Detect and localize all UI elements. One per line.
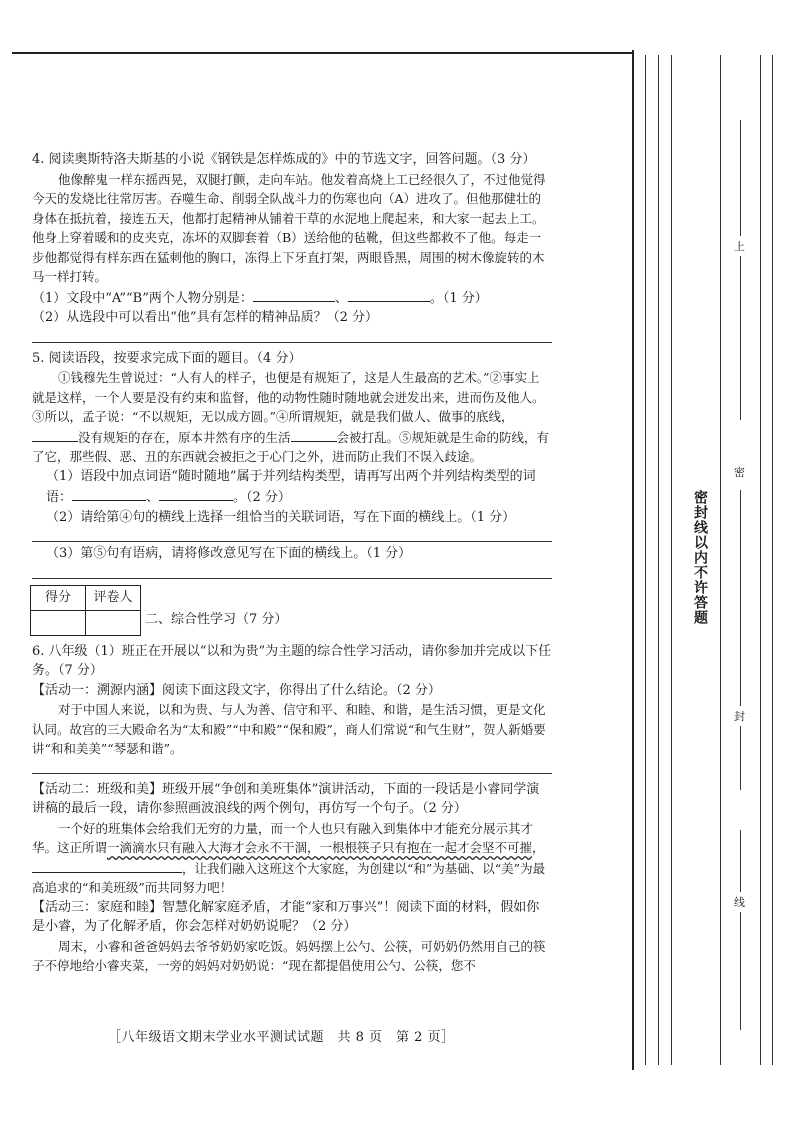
q5-passage-part2: 没有规矩的存在，原本井然有序的生活	[78, 429, 291, 445]
q5-sub1	[32, 467, 552, 508]
margin-line	[645, 55, 646, 1065]
seal-char-top: 上	[734, 236, 745, 256]
q5-passage	[32, 368, 552, 467]
q4-answer-blank-a[interactable]	[253, 287, 335, 302]
q4-title: 4. 阅读奥斯特洛夫斯基的小说《钢铁是怎样炼成的》中的节选文字，回答问题。（3 分）	[32, 152, 536, 167]
q5-connective-blank-1[interactable]	[32, 427, 78, 442]
q4-answer-blank-b[interactable]	[348, 287, 430, 302]
q4-passage: 他像醉鬼一样东摇西晃，双腿打颤，走向车站。他发着高烧上工已经很久了，不过他觉得今天的发烧比往常厉害。吞噬生命、削弱全队战斗力的伤寒也向（A）进攻了。但他那健壮的身体在抵抗着，接连五天，他都打起精神从铺着干草的水泥地上爬起来，和大家一起去上工。他身上穿着暖和的皮夹克，冻坏的双脚套着（B）送给他的毡靴，但这些都救不了他。每走一步他都觉得有样东西在猛刺他的胸口，冻得上下牙直打架，两眼昏黑，周围的树木像旋转的木马一样打转。	[32, 171, 546, 284]
q6-activity1-answer-line[interactable]	[32, 759, 552, 774]
margin-line	[658, 55, 659, 1065]
q6-activity3-heading: 【活动三：家庭和睦】智慧化解家庭矛盾，才能“家和万事兴”！阅读下面的材料，假如你是小睿，为了化解矛盾，你会怎样对奶奶说呢？（2 分）	[32, 899, 540, 934]
seal-dash-line	[740, 830, 741, 1030]
q5-connective-blank-2[interactable]	[291, 427, 337, 442]
q5-title: 5. 阅读语段，按要求完成下面的题目。（4 分）	[32, 350, 302, 366]
binding-warning-label: 密封线以内不许答题	[692, 490, 708, 625]
score-cell[interactable]	[31, 610, 86, 635]
q5-sub2: （2）请给第④句的横线上选择一组恰当的关联词语，写在下面的横线上。（1 分）	[46, 509, 516, 525]
seal-char-bottom: 线	[734, 892, 745, 912]
seal-char-mid: 密	[734, 462, 745, 482]
seal-char-lower: 封	[734, 706, 745, 726]
q6-activity3-text: 周末，小睿和爸爸妈妈去爷爷奶奶家吃饭。妈妈摆上公勺、公筷，可奶奶仍然用自己的筷子不停地给小睿夹菜，一旁的妈妈对奶奶说：“现在都提倡使用公勺、公筷，您不	[32, 938, 546, 973]
q5-word-blank-1[interactable]	[72, 486, 146, 501]
q5-sub1-tail: 。（2 分）	[233, 490, 291, 505]
q5-word-blank-2[interactable]	[159, 486, 233, 501]
q4-sub1-tail: 。（1 分）	[429, 290, 488, 306]
exam-content	[32, 150, 552, 976]
grader-cell[interactable]	[86, 610, 141, 635]
binding-margin-rule	[632, 50, 634, 1070]
score-table	[30, 585, 141, 636]
margin-line	[772, 55, 773, 1065]
q4-sub2: （2）从选段中可以看出“他”具有怎样的精神品质？（2 分）	[32, 310, 378, 325]
q4-sub1	[32, 287, 552, 309]
q5-sub3: （3）第⑤句有语病，请将修改意见写在下面的横线上。（1 分）	[46, 546, 412, 561]
q6-activity1-text: 对于中国人来说，以和为贵、与人为善、信守和平、和睦、和谐，是生活习惯，更是文化认同。故宫的三大殿命名为“太和殿”“中和殿”“保和殿”，商人们常说“和气生财”，贺人新婚要讲“和和美美”“琴瑟和谐”。	[32, 702, 546, 756]
q6-title: 6. 八年级（1）班正在开展以“以和为贵”为主题的综合性学习活动，请你参加并完成以下任务。（7 分）	[32, 643, 552, 678]
margin-line	[671, 55, 672, 1065]
q6-activity2-text	[32, 819, 552, 898]
margin-line	[760, 55, 761, 1065]
seal-dash-line	[740, 120, 741, 420]
q5-passage-part1: ①钱穆先生曾说过：“人有人的样子，也便是有规矩了，这是人生最高的艺术。”②事实上就是这样，一个人要是没有约束和监督，他的动物性随时随地就会迸发出来，进而伤及他人。③所以，孟子说：“不以规矩，无以成方圆。”④所谓规矩，就是我们做人、做事的底线，	[32, 370, 545, 424]
q5-sub1-text: （1）语段中加点词语“随时随地”属于并列结构类型，请再写出两个并列结构类型的词语：	[46, 468, 536, 505]
q6-imitation-blank[interactable]	[32, 858, 182, 873]
q5-passage-part3: 会被打乱。⑤规矩就是生命的防线，有了它，那些假、恶、丑的东西就会被拒之于心门之外，进而防止我们不误入歧途。	[32, 429, 550, 464]
grader-header: 评卷人	[86, 585, 141, 610]
top-rule	[12, 52, 632, 54]
score-header: 得分	[31, 585, 86, 610]
q6-activity2-heading: 【活动二：班级和美】班级开展“争创和美班集体”演讲活动，下面的一段话是小睿同学演讲稿的最后一段，请你参照画波浪线的两个例句，再仿写一个句子。（2 分）	[32, 781, 540, 816]
q4-answer-line[interactable]	[32, 328, 552, 343]
section-2-title: 二、综合性学习（7 分）	[145, 612, 288, 627]
q5-sub2-answer-line[interactable]	[32, 527, 552, 542]
margin-line	[720, 55, 721, 1065]
section-2-header	[30, 585, 552, 636]
q6-activity2-mid: ，	[532, 840, 545, 855]
seal-dash-line	[740, 490, 741, 790]
q4-sub1-sep: 、	[334, 290, 348, 306]
page-footer: ［八年级语文期末学业水平测试试题 共 8 页 第 2 页］	[108, 1030, 455, 1045]
q5-sub3-answer-line[interactable]	[32, 564, 552, 579]
q6-activity2-example-sentence: 一滴滴水只有融入大海才会永不干涸，一根根筷子只有抱在一起才会坚不可摧	[107, 840, 533, 855]
q6-activity2-pre: 一个好的班集体会给我们无穷的力量，而一个人也只有融入到集体中才能充分展示其才华。这正所谓	[32, 820, 534, 855]
q6-activity1-heading: 【活动一：溯源内涵】阅读下面这段文字，你得出了什么结论。（2 分）	[32, 682, 441, 698]
q5-sub1-sep: 、	[146, 490, 160, 505]
q6-activity2-tail: ，让我们融入这班这个大家庭，为创建以“和”为基础、以“美”为最高追求的“和美班级”而共同努力吧！	[32, 860, 546, 895]
q4-sub1-text: （1）文段中“A”“B”两个人物分别是：	[32, 290, 253, 306]
